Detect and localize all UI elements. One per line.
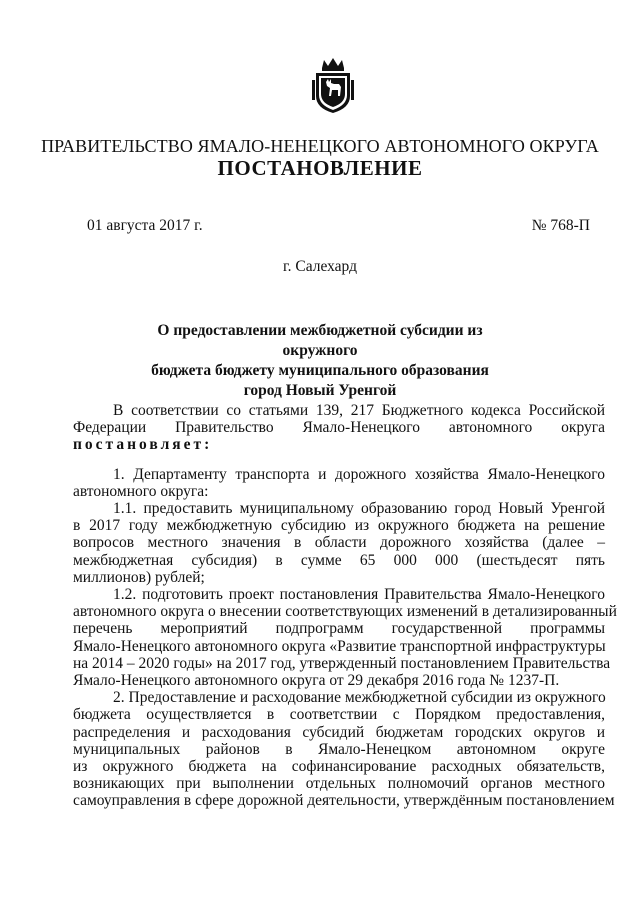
paragraph-1-1 [73,500,605,586]
text-line: муниципальных районов в Ямало-Ненецком автономном округе [73,740,605,758]
text-line: Федерации Правительство Ямало-Ненецкого автономного округа [73,419,605,437]
text-line: распределения и расходования субсидий бюджетам городских округов и [73,723,605,741]
text-line: Ямало-Ненецкого автономного округа от 29 декабря 2016 года № 1237-П. [73,672,560,690]
document-type: ПОСТАНОВЛЕНИЕ [217,156,423,180]
document-number: № 768-П [531,217,590,234]
text-line: миллионов) рублей; [73,568,205,586]
text-line: перечень мероприятий подпрограмм государственной программы [73,620,605,638]
title-line: бюджета бюджету муниципального образования [151,362,489,379]
organization-name: ПРАВИТЕЛЬСТВО ЯМАЛО-НЕНЕЦКОГО АВТОНОМНОГО ОКРУГА [41,136,599,156]
text-line: В соответствии со статьями 139, 217 Бюджетного кодекса Российской [113,402,605,419]
document-body [73,402,617,810]
document-title [120,321,520,401]
resolves-keyword: постановляет: [73,436,213,454]
text-line: 2. Предоставление и расходование межбюджетной субсидии из окружного [113,689,606,707]
title-line: город Новый Уренгой [243,382,397,399]
document-date: 01 августа 2017 г. [87,217,203,234]
preamble [73,402,605,454]
paragraph-2 [73,689,615,810]
document-city: г. Салехард [283,258,357,275]
coat-of-arms-emblem [312,58,354,114]
text-line: из окружного бюджета на софинансирование расходных обязательств, [73,758,605,776]
text-line: автономного округа о внесении соответствующих изменений в детализированный [73,603,617,621]
text-line: возникающих при выполнении отдельных полномочий органов местного [73,775,605,793]
paragraph-1-2 [73,586,617,690]
text-line: в 2017 году межбюджетную субсидию из окружного бюджета на решение [73,517,605,535]
text-line: Ямало-Ненецкого автономного округа «Развитие транспортной инфраструктуры [73,637,606,655]
text-line: 1.1. предоставить муниципальному образованию город Новый Уренгой [113,500,605,518]
text-line: на 2014 – 2020 годы» на 2017 год, утвержденный постановлением Правительства [73,654,611,672]
title-line: О предоставлении межбюджетной субсидии из окружного [157,322,483,359]
text-line: автономного округа: [73,482,209,500]
paragraph-1 [73,466,605,500]
text-line: вопросов местного значения в области дорожного хозяйства (далее – [73,534,605,552]
text-line: межбюджетная субсидия) в сумме 65 000 000 (шестьдесят пять [73,551,605,569]
text-line: 1. Департаменту транспорта и дорожного хозяйства Ямало-Ненецкого [113,465,605,483]
text-line: самоуправления в сфере дорожной деятельности, утверждённым постановлением [73,792,615,810]
text-line: 1.2. подготовить проект постановления Правительства Ямало-Ненецкого [113,586,605,604]
text-line: бюджета осуществляется в соответствии с Порядком предоставления, [73,706,605,724]
